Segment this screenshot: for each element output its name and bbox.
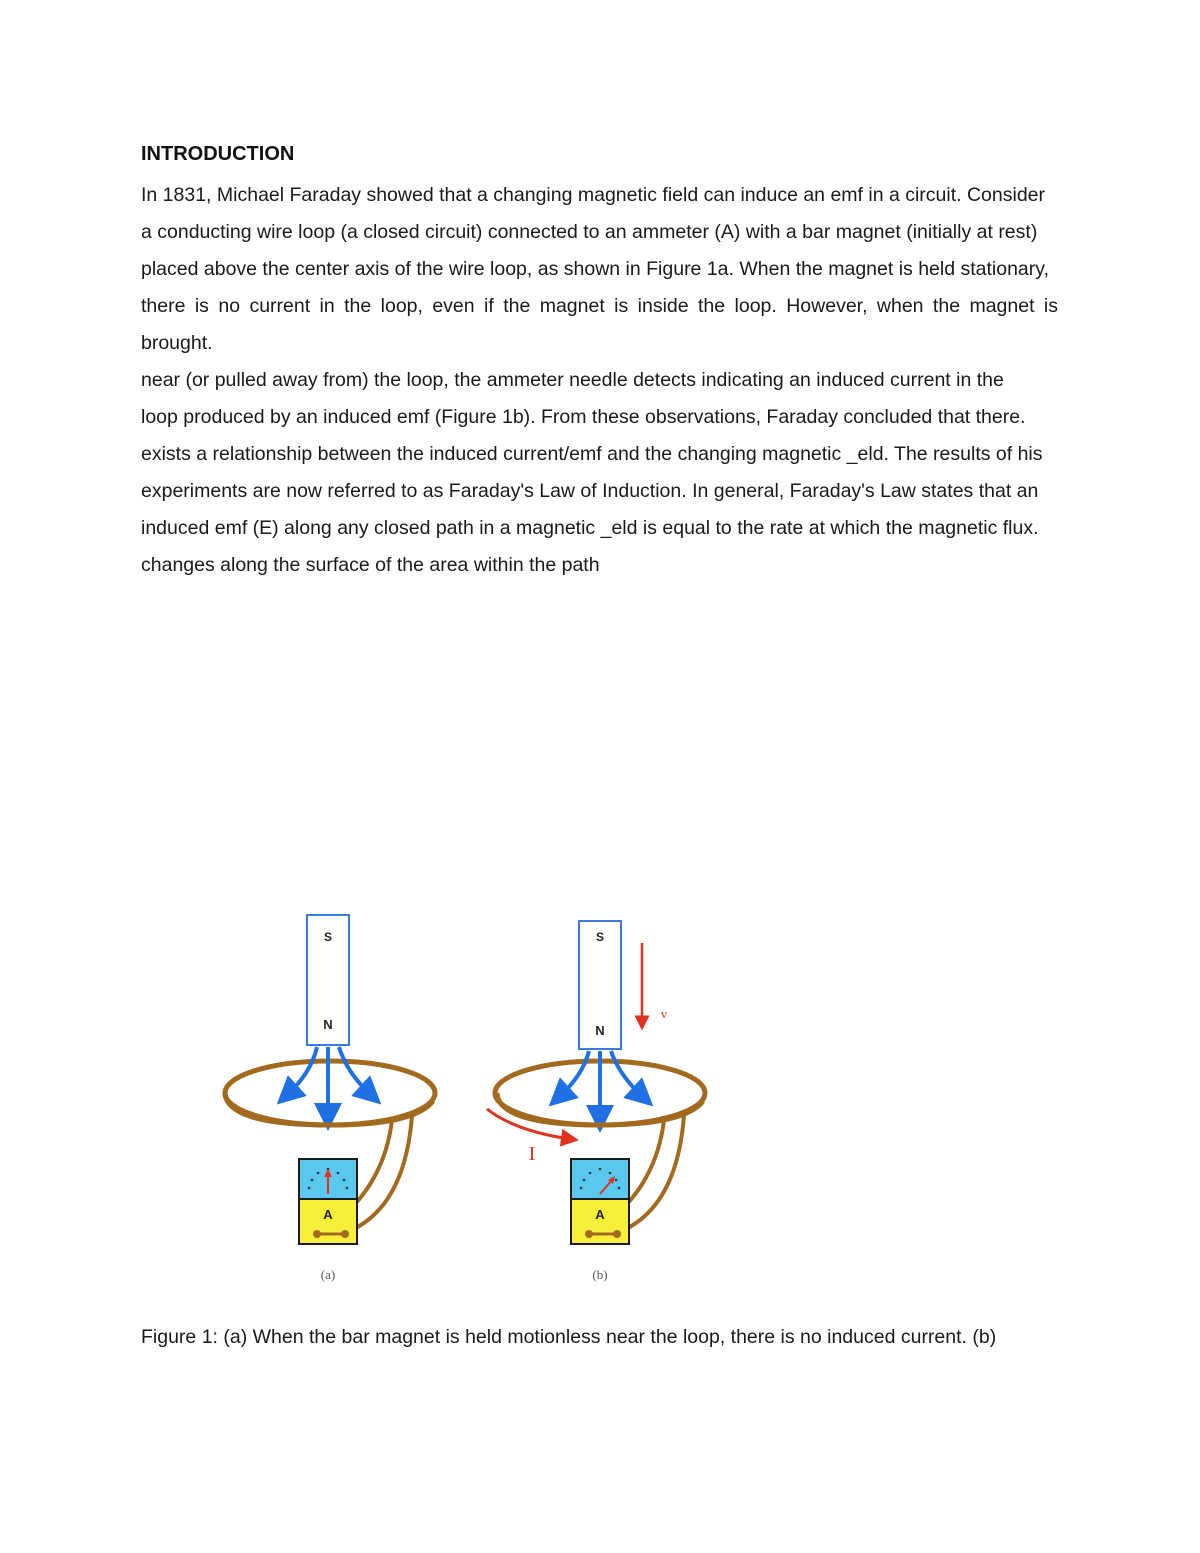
field-arrow: [611, 1051, 643, 1097]
figure-caption: Figure 1: (a) When the bar magnet is held motionless near the loop, there is no induced current. (b): [141, 1325, 997, 1348]
ammeter-label: A: [323, 1207, 333, 1222]
velocity-arrow: [642, 943, 668, 1023]
ammeter-label: A: [595, 1207, 605, 1222]
paragraph-line: there is no current in the loop, even if the magnet is inside the loop. However, when the magnet is brought.: [141, 295, 1058, 354]
magnet-south-label: S: [595, 930, 605, 944]
velocity-label: v: [660, 1006, 668, 1021]
figure-1-illustration: [215, 905, 715, 1290]
paragraph-line: a conducting wire loop (a closed circuit) connected to an ammeter (A) with a bar magnet (initially at rest): [141, 221, 1038, 243]
current-label: I: [528, 1143, 536, 1165]
paragraph-line: exists a relationship between the induced current/emf and the changing magnetic _eld. The results of his: [141, 443, 1043, 465]
bar-magnet: [579, 921, 621, 1049]
paragraph-line: near (or pulled away from) the loop, the ammeter needle detects indicating an induced current in the: [141, 369, 1004, 391]
magnet-north-label: N: [323, 1017, 333, 1032]
field-arrow: [287, 1047, 317, 1095]
paragraph-line: induced emf (E) along any closed path in a magnetic _eld is equal to the rate at which the magnetic flux.: [141, 517, 1039, 539]
ammeter: [571, 1159, 629, 1244]
paragraph-line: In 1831, Michael Faraday showed that a changing magnetic field can induce an emf in a circuit. Consider: [141, 184, 1046, 206]
panel-b: [487, 921, 705, 1282]
magnetic-field-arrows: [287, 1047, 371, 1117]
paragraph-line: experiments are now referred to as Faraday's Law of Induction. In general, Faraday's Law states that an: [141, 480, 1039, 502]
bar-magnet: [307, 915, 349, 1045]
paragraph-line: loop produced by an induced emf (Figure 1b). From these observations, Faraday concluded that there.: [141, 406, 1026, 428]
figure-1: [215, 905, 715, 1290]
panel-b-label: (b): [592, 1267, 608, 1282]
field-arrow: [559, 1051, 589, 1097]
document-body: [141, 140, 1058, 584]
panel-a: [225, 915, 435, 1282]
ammeter: [299, 1159, 357, 1244]
section-heading: INTRODUCTION: [141, 143, 295, 165]
magnet-north-label: N: [595, 1023, 605, 1038]
paragraph-line: changes along the surface of the area within the path: [141, 554, 600, 576]
field-arrow: [339, 1047, 371, 1095]
magnet-south-label: S: [323, 930, 333, 944]
panel-a-label: (a): [320, 1267, 336, 1282]
paragraph-line: placed above the center axis of the wire loop, as shown in Figure 1a. When the magnet is held stationary,: [141, 258, 1049, 280]
